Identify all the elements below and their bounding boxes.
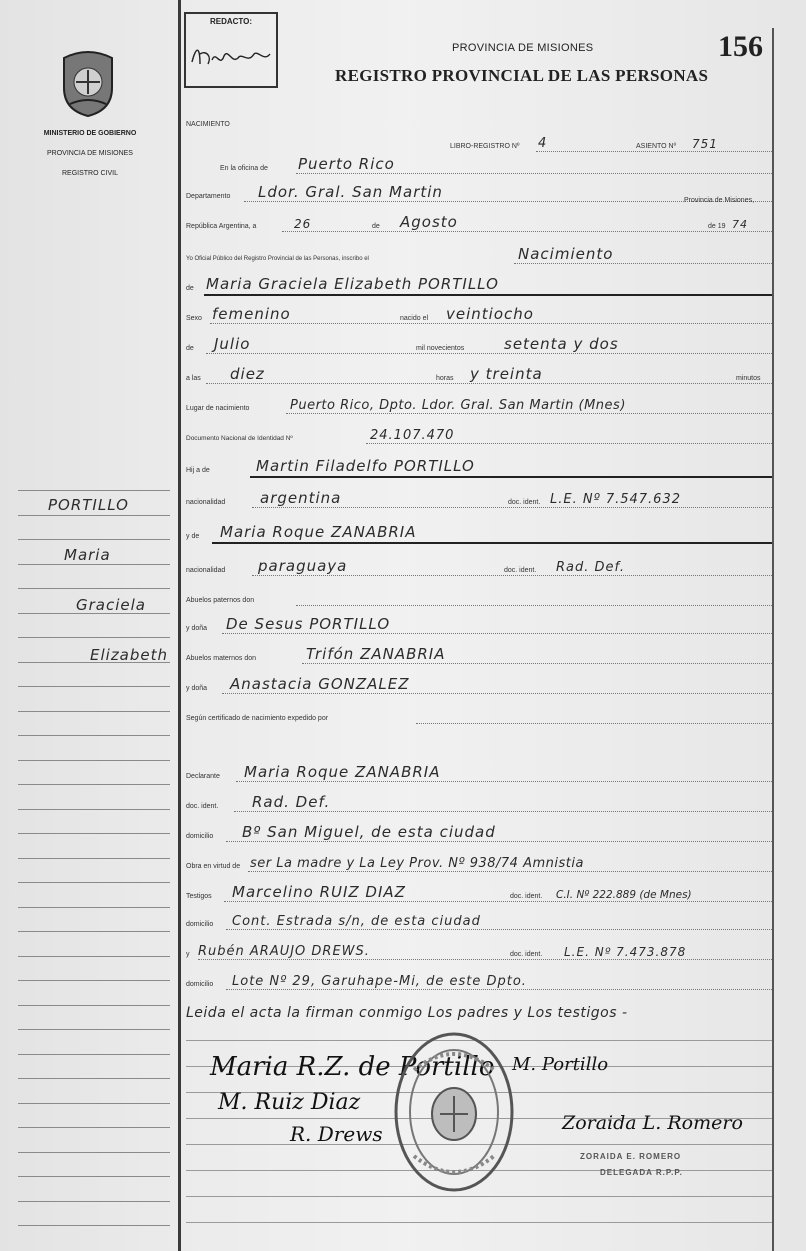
redactor-stamp-title: REDACTO: [209, 17, 253, 26]
dni-value: 24.107.470 [370, 428, 455, 443]
margin-rule [18, 1029, 170, 1030]
row-declarant [186, 762, 772, 786]
closing-statement: Leida el acta la firman conmigo Los padres y Los testigos - [186, 1005, 628, 1021]
witness1-domicile-label: domicilio [186, 921, 214, 928]
of-label: de [186, 285, 194, 292]
section-label: NACIMIENTO [186, 121, 230, 128]
margin-rule [18, 907, 170, 908]
witness1-value: Marcelino RUIZ DIAZ [232, 883, 406, 901]
province-label: Provincia de Misiones, [684, 197, 755, 204]
maternal-grandfather-label: Abuelos maternos don [186, 655, 257, 662]
row-maternal-grandfather [186, 644, 772, 668]
margin-rule [18, 1078, 170, 1079]
paternal-grandfather-label: Abuelos paternos don [186, 597, 255, 604]
month-label: de [372, 223, 380, 230]
book-value: 4 [538, 136, 548, 151]
born-year-value: setenta y dos [504, 335, 619, 353]
row-mother-nationality [186, 556, 772, 580]
office-label: En la oficina de [220, 165, 268, 172]
witness2-doc-label: doc. ident. [510, 951, 543, 958]
witness1-doc-label: doc. ident. [510, 893, 543, 900]
ministry-province: PROVINCIA DE MISIONES [47, 150, 133, 157]
paternal-grandmother-value: De Sesus PORTILLO [226, 615, 391, 633]
margin-surname: PORTILLO [48, 496, 129, 514]
at-label: a las [186, 375, 201, 382]
y-label: y [186, 951, 190, 958]
minutes-value: y treinta [470, 365, 543, 383]
hours-label: horas [436, 375, 454, 382]
and-label: y de [186, 533, 200, 540]
office-value: Puerto Rico [298, 155, 395, 173]
birth-place-label: Lugar de nacimiento [186, 405, 250, 412]
born-month-label: de [186, 345, 194, 352]
signature-witness2: R. Drews [290, 1122, 383, 1146]
row-born-month [186, 334, 772, 358]
province-crest-icon [56, 48, 120, 118]
child-of-label: Hij a de [186, 467, 210, 474]
mother-doc-label: doc. ident. [504, 567, 537, 574]
witness2-domicile-label: domicilio [186, 981, 214, 988]
margin-rule [18, 515, 170, 516]
row-officer [186, 244, 772, 268]
day-value: 26 [294, 217, 312, 231]
margin-third-name: Elizabeth [90, 646, 169, 664]
officer-label: Yo Oficial Público del Registro Provincial de las Personas, inscribo el [186, 256, 369, 262]
row-father-nationality [186, 488, 772, 512]
signature-father: M. Portillo [512, 1054, 609, 1075]
entry-value: 751 [692, 137, 718, 151]
declarant-doc-value: Rad. Def. [252, 793, 331, 811]
margin-rule [18, 1103, 170, 1104]
maternal-grandmother-value: Anastacia GONZALEZ [230, 675, 410, 693]
witness1-doc-value: C.I. Nº 222.889 (de Mnes) [556, 889, 692, 901]
left-margin-column [0, 0, 180, 1251]
witness2-domicile-value: Lote Nº 29, Garuhape-Mi, de este Dpto. [232, 974, 527, 989]
ministry-registry: REGISTRO CIVIL [61, 170, 118, 177]
margin-rule [18, 956, 170, 957]
margin-rule [18, 1152, 170, 1153]
margin-rule [18, 760, 170, 761]
margin-rule [18, 980, 170, 981]
margin-rule [18, 735, 170, 736]
row-section [186, 110, 772, 134]
row-paternal-grandmother [186, 614, 772, 638]
row-book [186, 132, 772, 156]
acts-value: ser La madre y La Ley Prov. Nº 938/74 Amnistia [250, 856, 584, 871]
official-name: ZORAIDA E. ROMERO [580, 1152, 682, 1161]
row-father [186, 456, 772, 480]
hour-value: diez [230, 365, 265, 383]
row-dni [186, 424, 772, 448]
row-witness1 [186, 882, 772, 906]
margin-rule [18, 539, 170, 540]
year-label: de 19 [708, 223, 726, 230]
mother-nationality-label: nacionalidad [186, 567, 226, 574]
witness2-value: Rubén ARAUJO DREWS. [198, 944, 370, 959]
row-mother [186, 522, 772, 546]
birth-place-value: Puerto Rico, Dpto. Ldor. Gral. San Martin (Mnes) [290, 398, 626, 413]
declarant-label: Declarante [186, 773, 220, 780]
margin-rule [18, 1225, 170, 1226]
row-birth-time [186, 364, 772, 388]
sex-value: femenino [212, 305, 291, 323]
signature-rule [186, 1222, 772, 1223]
margin-rule [18, 686, 170, 687]
header-registry-title: REGISTRO PROVINCIAL DE LAS PERSONAS [335, 66, 709, 85]
page-number: 156 [718, 30, 763, 63]
father-nationality-value: argentina [260, 489, 342, 507]
father-doc-value: L.E. Nº 7.547.632 [550, 492, 681, 507]
mother-doc-value: Rad. Def. [556, 560, 626, 575]
witness2-doc-value: L.E. Nº 7.473.878 [564, 945, 687, 959]
father-name-value: Martin Filadelfo PORTILLO [256, 457, 475, 475]
thousand-label: mil novecientos [416, 345, 465, 352]
signature-mother: Maria R.Z. de Portillo [210, 1052, 495, 1082]
margin-rule [18, 588, 170, 589]
father-doc-label: doc. ident. [508, 499, 541, 506]
margin-rule [18, 833, 170, 834]
year-value: 74 [732, 218, 748, 231]
margin-rule [18, 711, 170, 712]
header-province: PROVINCIA DE MISIONES [452, 42, 594, 54]
redactor-signature [190, 42, 272, 72]
book-label: LIBRO-REGISTRO Nº [450, 143, 520, 150]
witness1-domicile-value: Cont. Estrada s/n, de esta ciudad [232, 914, 481, 929]
born-month-value: Julio [214, 335, 251, 353]
margin-rule [18, 931, 170, 932]
margin-rule [18, 637, 170, 638]
official-seal-icon [392, 1030, 516, 1194]
entry-label: ASIENTO Nº [636, 143, 677, 150]
margin-rule [18, 882, 170, 883]
margin-rule [18, 1054, 170, 1055]
row-paternal-grandfather [186, 586, 772, 610]
row-certificate [186, 704, 772, 728]
certificate-label: Según certificado de nacimiento expedido por [186, 715, 329, 722]
act-value: Nacimiento [518, 245, 614, 263]
signature-rule [186, 1196, 772, 1197]
row-date [186, 212, 772, 236]
margin-rule [18, 784, 170, 785]
margin-rule [18, 1127, 170, 1128]
mother-name-value: Maria Roque ZANABRIA [220, 523, 417, 541]
row-witness2-domicile [186, 970, 772, 994]
declarant-doc-label: doc. ident. [186, 803, 219, 810]
signature-official: Zoraida L. Romero [562, 1112, 743, 1134]
column-divider [178, 0, 181, 1251]
month-value: Agosto [400, 213, 458, 231]
sex-label: Sexo [186, 315, 202, 322]
department-label: Departamento [186, 193, 231, 200]
margin-rule [18, 1201, 170, 1202]
republic-label: República Argentina, a [186, 223, 257, 230]
margin-rule [18, 858, 170, 859]
mother-nationality-value: paraguaya [258, 557, 348, 575]
row-witness1-domicile [186, 910, 772, 934]
maternal-grandfather-value: Trifón ZANABRIA [306, 645, 446, 663]
row-birth-place [186, 394, 772, 418]
row-declarant-doc [186, 792, 772, 816]
minutes-label: minutos [736, 375, 761, 382]
margin-rule [18, 1005, 170, 1006]
row-declarant-domicile [186, 822, 772, 846]
margin-second-name: Graciela [76, 596, 146, 614]
signature-witness1: M. Ruiz Diaz [218, 1090, 361, 1115]
witness-label: Testigos [186, 893, 212, 900]
row-closing [186, 1002, 772, 1026]
declarant-domicile-label: domicilio [186, 833, 214, 840]
department-value: Ldor. Gral. San Martin [258, 183, 443, 201]
official-title: DELEGADA R.P.P. [600, 1168, 683, 1177]
maternal-grandmother-label: y doña [186, 685, 208, 692]
child-name-value: Maria Graciela Elizabeth PORTILLO [206, 275, 499, 293]
father-nationality-label: nacionalidad [186, 499, 226, 506]
margin-rule [18, 809, 170, 810]
paternal-grandmother-label: y doña [186, 625, 208, 632]
row-acts [186, 852, 772, 876]
margin-rule [18, 1176, 170, 1177]
dni-label: Documento Nacional de Identidad Nº [186, 435, 293, 442]
row-department [186, 182, 772, 206]
born-label: nacido el [400, 315, 429, 322]
right-border [772, 28, 774, 1251]
margin-first-name: Maria [64, 546, 111, 564]
row-sex [186, 304, 772, 328]
margin-rule [18, 490, 170, 491]
row-child-name [186, 274, 772, 298]
row-office [186, 154, 772, 178]
declarant-domicile-value: Bº San Miguel, de esta ciudad [242, 823, 496, 841]
row-maternal-grandmother [186, 674, 772, 698]
redactor-stamp [184, 12, 278, 88]
ministry-title: MINISTERIO DE GOBIERNO [43, 130, 137, 137]
born-day-value: veintiocho [446, 305, 534, 323]
row-witness2 [186, 940, 772, 964]
acts-label: Obra en virtud de [186, 863, 241, 870]
declarant-value: Maria Roque ZANABRIA [244, 763, 441, 781]
